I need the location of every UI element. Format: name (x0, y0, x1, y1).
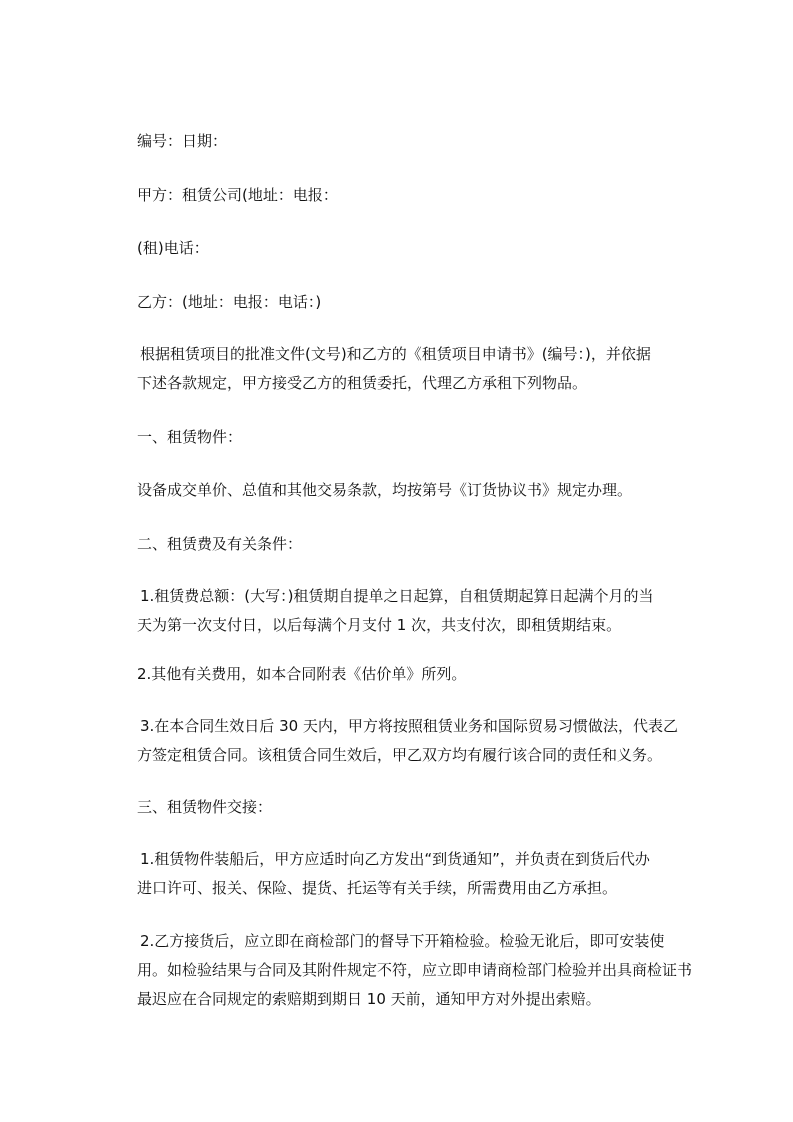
party-a-line: 甲方：租赁公司(地址：电报： (137, 186, 338, 204)
section-1-text: 设备成交单价、总值和其他交易条款，均按第号《订货协议书》规定办理。 (137, 481, 633, 499)
tel-line: (租)电话： (137, 239, 209, 257)
section-3-item-1-line-2: 进口许可、报关、保险、提货、托运等有关手续，所需费用由乙方承担。 (137, 879, 618, 897)
section-3-heading: 三、租赁物件交接： (137, 798, 273, 816)
section-2-item-3-line-1: 3.在本合同生效日后 30 天内，甲方将按照租赁业务和国际贸易习惯做法，代表乙 (140, 717, 678, 735)
intro-line-1: 根据租赁项目的批准文件(文号)和乙方的《租赁项目申请书》(编号：)，并依据 (140, 345, 651, 363)
section-3-item-2 (137, 927, 693, 1014)
section-2-item-3-line-2: 方签定租赁合同。该租赁合同生效后，甲乙双方均有履行该合同的责任和义务。 (137, 746, 663, 764)
section-1-heading: 一、租赁物件： (137, 428, 243, 446)
intro-paragraph (137, 340, 667, 398)
section-2-item-1-line-2: 天为第一次支付日，以后每满个月支付 1 次，共支付次，即租赁期结束。 (137, 616, 622, 634)
section-3-item-2-line-1: 2.乙方接货后，应立即在商检部门的督导下开箱检验。检验无讹后，即可安装使 (140, 932, 665, 950)
section-2-item-2: 2.其他有关费用，如本合同附表《估价单》所列。 (137, 665, 467, 683)
section-2-item-1 (137, 582, 667, 640)
section-3-item-1 (137, 845, 667, 903)
section-2-item-1-line-1: 1.租赁费总额：(大写：)租赁期自提单之日起算，自租赁期起算日起满个月的当 (140, 587, 654, 605)
section-3-item-2-line-2: 用。如检验结果与合同及其附件规定不符，应立即申请商检部门检验并出具商检证书 (137, 961, 693, 979)
section-3-item-1-line-1: 1.租赁物件装船后，甲方应适时向乙方发出“到货通知”，并负责在到货后代办 (140, 850, 650, 868)
section-2-heading: 二、租赁费及有关条件： (137, 535, 303, 553)
section-3-item-2-line-3: 最迟应在合同规定的索赔期到期日 10 天前，通知甲方对外提出索赔。 (137, 990, 601, 1008)
section-2-item-3 (137, 712, 678, 770)
party-b-line: 乙方：(地址：电报：电话：) (137, 293, 322, 311)
number-date-line: 编号：日期： (137, 132, 228, 150)
intro-line-2: 下述各款规定，甲方接受乙方的租赁委托，代理乙方承租下列物品。 (137, 374, 588, 392)
